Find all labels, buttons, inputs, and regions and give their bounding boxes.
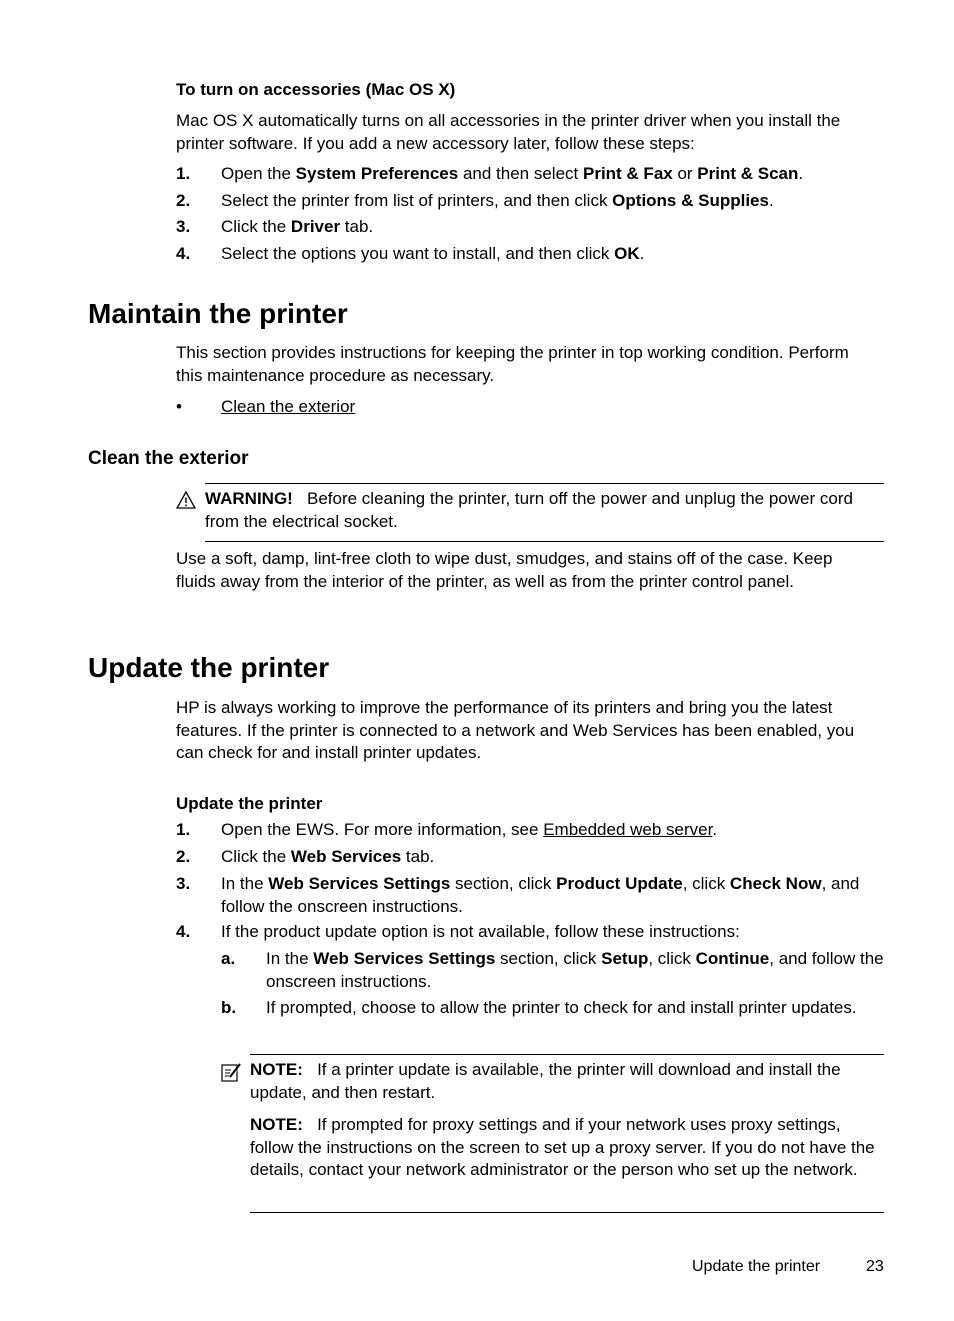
- step-number: 4.: [176, 922, 191, 941]
- update-heading: Update the printer: [88, 652, 330, 683]
- step-text: Open the EWS. For more information, see Embedded web server.: [221, 820, 718, 839]
- warning-text: WARNING! Before cleaning the printer, turn off the power and unplug the power cord from the electrical socket.: [205, 489, 853, 531]
- note-top-divider: [250, 1054, 884, 1055]
- step-number: 4.: [176, 244, 191, 263]
- step-number: 1.: [176, 164, 191, 183]
- step-number: 3.: [176, 874, 191, 893]
- step-text: Select the printer from list of printers, and then click Options & Supplies.: [221, 191, 774, 210]
- note-label: NOTE:: [250, 1060, 303, 1079]
- clean-heading: Clean the exterior: [88, 448, 249, 469]
- step-text: If the product update option is not available, follow these instructions:: [221, 922, 740, 941]
- substep-text: If prompted, choose to allow the printer to check for and install printer updates.: [266, 998, 857, 1017]
- warning-top-divider: [205, 483, 884, 484]
- substep-text: In the Web Services Settings section, click Setup, click Continue, and follow the onscreen instructions.: [266, 949, 884, 991]
- step-number: 2.: [176, 191, 191, 210]
- note-update-available: NOTE: If a printer update is available, the printer will download and install the update, and then restart.: [250, 1060, 841, 1102]
- accessories-heading: To turn on accessories (Mac OS X): [176, 80, 456, 99]
- update-intro: HP is always working to improve the performance of its printers and bring you the latest features. If the printer is connected to a network and Web Services has been enabled, you can check for and install printer updates.: [176, 698, 855, 762]
- substep-letter: a.: [221, 949, 236, 968]
- substep-letter: b.: [221, 998, 237, 1017]
- warning-icon: [176, 490, 196, 510]
- footer-section-title: Update the printer: [692, 1258, 821, 1275]
- accessories-intro: Mac OS X automatically turns on all accessories in the printer driver when you install the printer software. If you add a new accessory later, follow these steps:: [176, 111, 841, 153]
- update-subheading: Update the printer: [176, 794, 323, 813]
- step-text: Select the options you want to install, and then click OK.: [221, 244, 645, 263]
- note-icon: [220, 1061, 242, 1083]
- embedded-web-server-link[interactable]: Embedded web server: [543, 820, 713, 839]
- warning-label: WARNING!: [205, 489, 293, 508]
- note-label: NOTE:: [250, 1115, 303, 1134]
- bullet: •: [176, 397, 182, 416]
- step-number: 2.: [176, 847, 191, 866]
- step-text: In the Web Services Settings section, click Product Update, click Check Now, and follow the onscreen instructions.: [221, 874, 860, 916]
- maintain-heading: Maintain the printer: [88, 298, 348, 329]
- step-number: 3.: [176, 217, 191, 236]
- step-text: Click the Driver tab.: [221, 217, 374, 236]
- clean-body: Use a soft, damp, lint-free cloth to wipe dust, smudges, and stains off of the case. Keep fluids away from the interior of the printer, as well as from the printer control panel.: [176, 549, 833, 591]
- note-proxy: NOTE: If prompted for proxy settings and if your network uses proxy settings, follow the instructions on the screen to set up a proxy server. If you do not have the details, contact your network administrator or the person who set up the network.: [250, 1115, 875, 1179]
- step-number: 1.: [176, 820, 191, 839]
- clean-exterior-link[interactable]: Clean the exterior: [221, 397, 356, 416]
- step-text: Click the Web Services tab.: [221, 847, 435, 866]
- maintain-intro: This section provides instructions for keeping the printer in top working condition. Perform this maintenance procedure as necessary.: [176, 343, 849, 385]
- page-number: 23: [866, 1258, 884, 1275]
- step-text: Open the System Preferences and then select Print & Fax or Print & Scan.: [221, 164, 804, 183]
- warning-bottom-divider: [205, 541, 884, 542]
- note-bottom-divider: [250, 1212, 884, 1213]
